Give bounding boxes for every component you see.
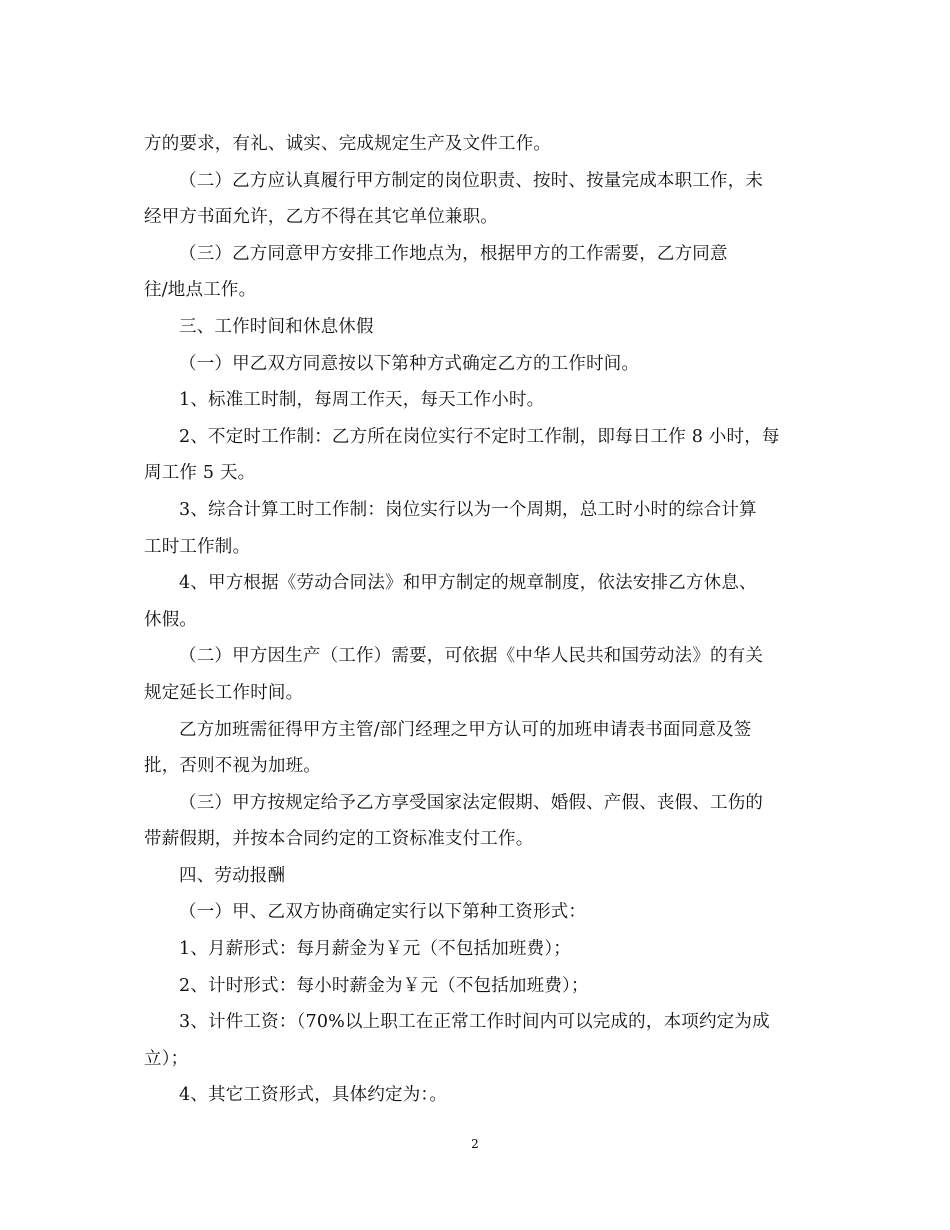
- paragraph-line: 立）；: [144, 1048, 189, 1069]
- section-heading: 四、劳动报酬: [179, 865, 286, 886]
- paragraph-line: 往/地点工作。: [144, 280, 257, 301]
- paragraph-line: 批，否则不视为加班。: [144, 756, 321, 777]
- paragraph-line: 经甲方书面允许，乙方不得在其它单位兼职。: [144, 207, 498, 228]
- paragraph-line: 4、甲方根据《劳动合同法》和甲方制定的规章制度，依法安排乙方休息、: [179, 573, 757, 594]
- paragraph-line: 休假。: [144, 609, 198, 630]
- page-number: 2: [471, 1137, 479, 1151]
- paragraph-line: 2、计时形式：每小时薪金为￥元（不包括加班费）；: [179, 975, 589, 996]
- paragraph-line: 方的要求，有礼、诚实、完成规定生产及文件工作。: [144, 134, 552, 154]
- paragraph-line: 3、综合计算工时工作制：岗位实行以为一个周期，总工时小时的综合计算: [179, 499, 757, 520]
- document-body: [144, 126, 806, 1114]
- paragraph-line: 1、月薪形式：每月薪金为￥元（不包括加班费）；: [179, 939, 571, 960]
- paragraph-line: 乙方加班需征得甲方主管/部门经理之甲方认可的加班申请表书面同意及签: [179, 719, 752, 740]
- paragraph-line: 1、标准工时制，每周工作天，每天工作小时。: [179, 390, 545, 411]
- paragraph-line: （三）乙方同意甲方安排工作地点为，根据甲方的工作需要，乙方同意: [179, 243, 728, 264]
- paragraph-line: （三）甲方按规定给予乙方享受国家法定假期、婚假、产假、丧假、工伤的: [179, 792, 764, 813]
- paragraph-line: 带薪假期，并按本合同约定的工资标准支付工作。: [144, 829, 534, 850]
- paragraph-line: 规定延长工作时间。: [144, 682, 304, 703]
- paragraph-line: 4、其它工资形式，具体约定为：。: [179, 1085, 448, 1106]
- paragraph-line: （一）甲、乙双方协商确定实行以下第种工资形式：: [179, 902, 587, 923]
- paragraph-line: 工时工作制。: [144, 536, 251, 557]
- paragraph-line: （一）甲乙双方同意按以下第种方式确定乙方的工作时间。: [179, 353, 640, 374]
- paragraph-line: 3、计件工资：（70%以上职工在正常工作时间内可以完成的，本项约定为成: [179, 1012, 770, 1033]
- paragraph-line: （二）乙方应认真履行甲方制定的岗位职责、按时、按量完成本职工作，未: [179, 170, 764, 191]
- paragraph-line: 2、不定时工作制：乙方所在岗位实行不定时工作制，即每日工作 8 小时，每: [179, 426, 780, 447]
- paragraph-line: （二）甲方因生产（工作）需要，可依据《中华人民共和国劳动法》的有关: [179, 646, 764, 667]
- paragraph-line: 周工作 5 天。: [144, 463, 256, 484]
- section-heading: 三、工作时间和休息休假: [179, 316, 374, 337]
